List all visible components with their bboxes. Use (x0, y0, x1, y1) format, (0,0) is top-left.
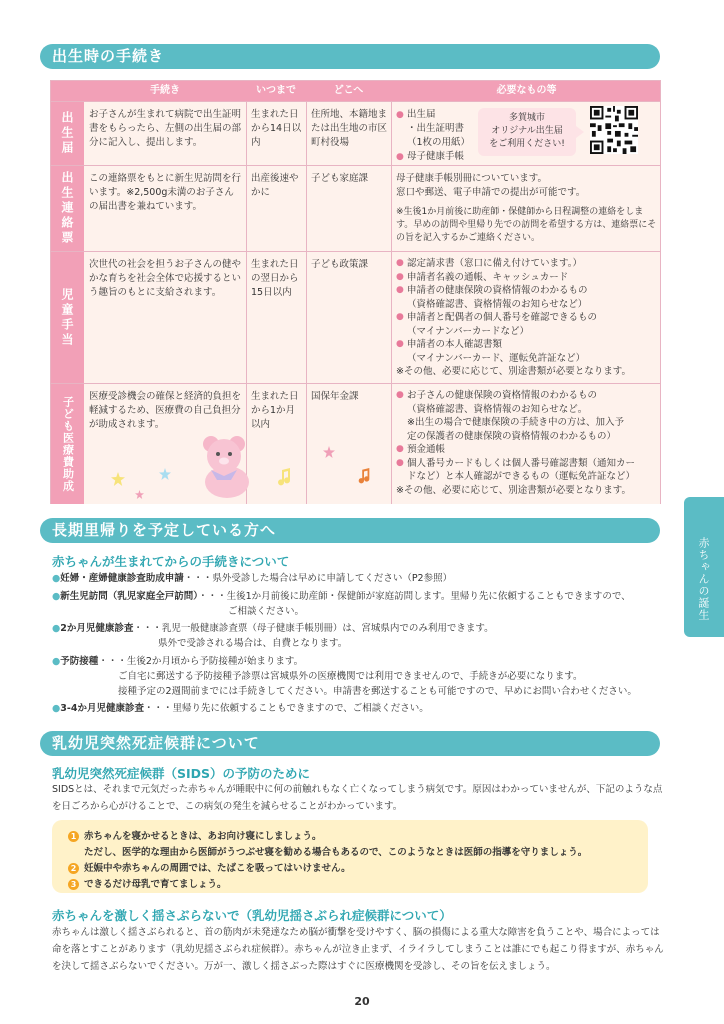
teddy-bear-icon (191, 430, 261, 500)
music-note-icon (276, 468, 292, 486)
list-item: 母子健康手帳別冊についています。 (396, 173, 548, 184)
deadline-text: 生まれた日から1か月以内 (251, 391, 299, 430)
list-item: 接種予定の2週間前までには手続きしてください。申請書を郵送することも可能ですので、早めにお問い合わせください。 (118, 686, 637, 697)
list-item: ● 申請者名義の通帳、キャッシュカード (396, 271, 658, 285)
tip-item: ただし、医学的な理由から医師がうつぶせ寝を勧める場合もあるので、このようなときは医師の指導を守りましょう。 (84, 847, 588, 858)
list-item: ●妊婦・産婦健康診査助成申請・・・県外受診した場合は早めに申請してください（P2参照） (52, 573, 453, 584)
table-row-birth-notice (51, 165, 660, 251)
list-item: ● 個人番号カードもしくは個人番号確認書類（通知カー (396, 457, 658, 471)
table-row-child-allowance (51, 251, 660, 383)
list-item: 窓口や郵送、電子申請での提出が可能です。 (396, 187, 586, 198)
list-item: 定の保護者の健康保険の資格情報のわかるもの） (407, 430, 617, 442)
sids-description: SIDSとは、それまで元気だった赤ちゃんが睡眠中に何の前触れもなく亡くなってしまう病気です。原因はわかっていませんが、下記のような点を日ごろから心がけることで、この病気の発生を減らせることがわかっています。 (52, 784, 663, 812)
list-item: ・出生証明書 (407, 123, 465, 134)
shaken-baby-description: 赤ちゃんは激しく揺さぶられると、首の筋肉が未発達なため脳が衝撃を受けやすく、脳の損傷による重大な障害を負うことや、場合によっては命を落とすことがあります（乳幼児揺さぶられ症候群）。赤ちゃんが泣き止まず、イライラしてしまうことは誰にでも起こり得ますが、赤ちゃんを決して揺さぶらないでください。万が一、激しく揺さぶった際はすぐに医療機関を受診し、その旨を伝えましょう。 (52, 927, 664, 972)
list-item: ●新生児訪問（乳児家庭全戸訪問）・・・生後1か月前後に助産師・保健師が家庭訪問します。里帰り先に依頼することもできますので、 (52, 591, 631, 602)
list-item: ● 母子健康手帳 (396, 150, 486, 164)
office-text: 子ども家庭課 (311, 173, 369, 184)
required-items (396, 108, 486, 164)
office-text: 子ども政策課 (311, 259, 369, 270)
list-item: ドなど）と本人確認ができるもの（運転免許証など） (407, 471, 636, 482)
section-title-sids: 乳幼児突然死症候群について (40, 731, 660, 756)
table-row-medical-subsidy (51, 383, 660, 504)
list-item: ● 認定請求書（窓口に備え付けています。） (396, 257, 658, 271)
deadline-text: 生まれた日の翌日から15日以内 (251, 259, 299, 298)
chapter-label: 赤ちゃんの誕生 (697, 537, 710, 621)
star-icon (111, 472, 125, 486)
list-item: ● 申請者の健康保険の資格情報のわかるもの (396, 284, 658, 298)
chapter-side-tab (684, 497, 724, 637)
star-icon (159, 468, 171, 480)
list-item: ご自宅に郵送する予防接種予診票は宮城県外の医療機関では利用できませんので、手続きが必要になります。 (118, 671, 583, 682)
list-item: ● お子さんの健康保険の資格情報のわかるもの (396, 389, 658, 403)
callout-line: をご利用ください! (489, 139, 565, 149)
deadline-text: 生まれた日から14日以内 (251, 109, 302, 148)
subsection-title: 乳幼児突然死症候群（SIDS）の予防のために (52, 766, 311, 781)
office-text: 住所地、本籍地または出生地の市区町村役場 (311, 109, 388, 148)
subsection-title: 赤ちゃんが生まれてからの手続きについて (52, 554, 290, 569)
list-item: ● 申請者の本人確認書類 (396, 338, 658, 352)
table-header (51, 81, 660, 101)
list-item: ご相談ください。 (228, 606, 305, 617)
tip-item: 1 赤ちゃんを寝かせるときは、あお向け寝にしましょう。 (68, 828, 322, 842)
procedure-text: 次世代の社会を担うお子さんの健やかな育ちを社会全体で応援するという趣旨のもとに支給されます。 (89, 259, 242, 298)
list-item: （1枚の用紙） (407, 137, 471, 148)
notice-note: ※生後1か月前後に助産師・保健師から日程調整の連絡をします。早めの訪問や里帰り先での訪問を希望する方は、連絡票にその旨を記入するかご連絡ください。 (396, 207, 657, 243)
section-title-birth-procedures: 出生時の手続き (40, 44, 660, 69)
list-item: ● 申請者と配偶者の個人番号を確認できるもの (396, 311, 658, 325)
required-items (396, 257, 658, 379)
list-item: ※その他、必要に応じて、別途書類が必要となります。 (396, 366, 632, 377)
sids-tips-box (52, 820, 648, 893)
star-icon (323, 446, 335, 458)
list-item: ● 出生届 (396, 108, 486, 122)
list-item: ※その他、必要に応じて、別途書類が必要となります。 (396, 484, 632, 496)
subsection-title: 赤ちゃんを激しく揺さぶらないで（乳幼児揺さぶられ症候群について） (52, 908, 452, 923)
header-where: どこへ (333, 85, 364, 96)
list-item: ●3-4か月児健康診査・・・里帰り先に依頼することもできますので、ご相談ください。 (52, 703, 429, 714)
original-form-callout (478, 108, 576, 156)
procedure-text: この連絡票をもとに新生児訪問を行います。※2,500g未満のお子さんの届出書を兼ねています。 (89, 173, 242, 212)
header-when: いつまで (256, 85, 296, 96)
list-item: 県外で受診される場合は、自費となります。 (158, 638, 348, 649)
list-item: （マイナンバーカード、運転免許証など） (407, 352, 586, 364)
list-item: ●予防接種・・・生後2か月頃から予防接種が始まります。 (52, 656, 304, 667)
callout-line: 多賀城市 (508, 113, 545, 123)
row-label: 子ども医療費助成 (51, 384, 84, 504)
office-text: 国保年金課 (311, 391, 359, 402)
qr-code-icon[interactable] (590, 106, 638, 154)
list-item: ※出生の場合で健康保険の手続き中の方は、加入予 (407, 417, 624, 428)
row-label: 出生連絡票 (51, 166, 84, 251)
list-item: ●2か月児健康診査・・・乳児一般健康診査票（母子健康手帳別冊）は、宮城県内でのみ利用できます。 (52, 623, 494, 634)
section-title-long-homecoming: 長期里帰りを予定している方へ (40, 518, 660, 543)
header-required: 必要なもの等 (496, 85, 557, 96)
star-icon (135, 490, 144, 499)
procedure-text: 医療受診機会の確保と経済的負担を軽減するため、医療費の自己負担分が助成されます。 (89, 391, 242, 430)
list-item: （マイナンバーカードなど） (407, 325, 529, 337)
list-item: ● 預金通帳 (396, 443, 658, 457)
tip-item: 3 できるだけ母乳で育てましょう。 (68, 876, 227, 890)
row-label: 出生届 (51, 102, 84, 165)
callout-line: オリジナル出生届 (491, 126, 563, 136)
deadline-text: 出産後速やかに (251, 173, 299, 198)
required-items (396, 172, 658, 200)
header-procedure: 手続き (150, 85, 180, 96)
list-item: （資格確認書、資格情報のお知らせなど。 (407, 403, 588, 415)
tip-item: 2 妊娠中や赤ちゃんの周囲では、たばこを吸ってはいけません。 (68, 860, 351, 874)
row-label: 児童手当 (51, 252, 84, 383)
required-items (396, 389, 658, 497)
list-item: （資格確認書、資格情報のお知らせなど） (407, 298, 588, 310)
page-number: 20 (354, 995, 370, 1008)
procedure-text: お子さんが生まれて病院で出生証明書をもらったら、左側の出生届の部分に記入し、提出します。 (89, 109, 242, 148)
music-note-icon (356, 468, 372, 484)
